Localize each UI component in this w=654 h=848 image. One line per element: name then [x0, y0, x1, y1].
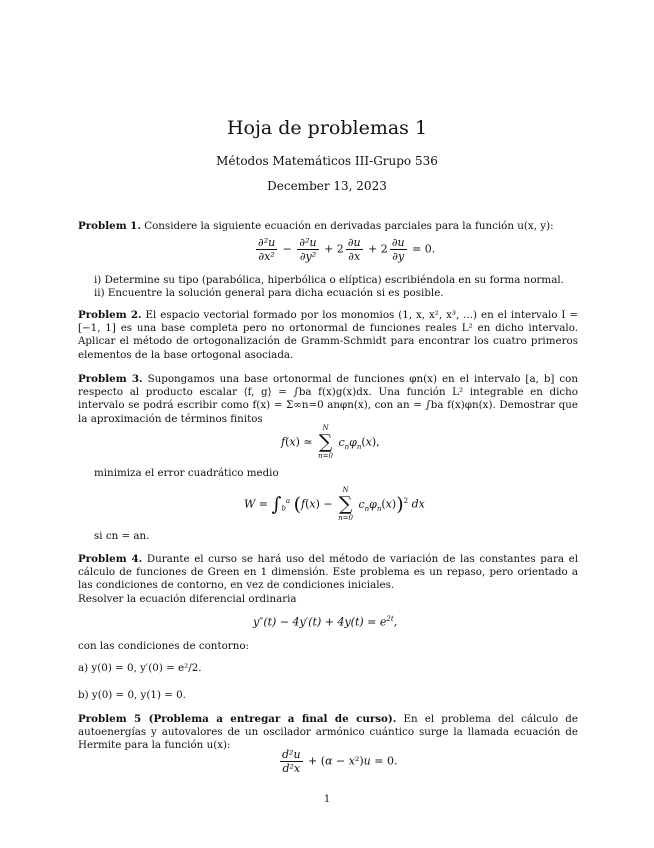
- problem-4-conditions-intro: con las condiciones de contorno:: [78, 640, 249, 652]
- page-number: 1: [323, 794, 331, 805]
- page-title: Hoja de problemas 1: [226, 117, 428, 139]
- problem-1-item-ii: ii) Encuentre la solución general para dicha ecuación si es posible.: [94, 287, 444, 299]
- problem-4-text: Durante el curso se hará uso del método de variación de las constantes para el cálculo de funciones de Green en 1 dimensión. Este problema es un repaso, pero orientado a las condiciones de contorno, en vez de condiciones iniciales.: [78, 553, 578, 592]
- problem-1-equation: $\frac{\text{∂²u}}{\text{∂x²}}$ − $\frac{\text{∂²u}}{\text{∂y²}}$ + 2 $\frac{\partial u}{\partial x}$ + 2 $\frac{\partial u}{\partial y}$ = 0.: [258, 236, 436, 263]
- problem-3-closing: si cn = an.: [94, 530, 150, 542]
- course-subtitle: Métodos Matemáticos III-Grupo 536: [216, 154, 438, 168]
- problem-5-statement: [78, 713, 578, 753]
- problem-3-equation-2: $W = \int_b^a$ (f(x) − N ∑ n=0 $c_n\varphi_n(x))^2$ dx: [244, 486, 425, 522]
- problem-1-statement: [78, 220, 578, 233]
- problem-4-condition-b: b) y(0) = 0, y(1) = 0.: [78, 689, 186, 701]
- problem-3-equation-1: f(x) ≃ N ∑ n=0 $c_n\varphi_n(x)$,: [281, 424, 380, 460]
- problem-1-text: Considere la siguiente ecuación en derivadas parciales para la función u(x, y):: [144, 220, 554, 232]
- problem-3-statement: [78, 373, 578, 426]
- problem-2-text: El espacio vectorial formado por los monomios (1, x, x², x³, ...) en el intervalo I = [−1, 1] es una base completa pero no ortonormal de funciones reales L² en dicho intervalo. Aplicar el método de ortogonalización de Gramm-Schmidt para encontrar los cuatro primeros elementos de la base ortogonal asociada.: [78, 309, 578, 361]
- problem-5-label: Problem 5 (Problema a entregar a final de curso).: [78, 713, 397, 725]
- problem-3-text: Supongamos una base ortonormal de funciones φn(x) en el intervalo [a, b] con respecto al producto escalar ⟨f, g⟩ = ∫ba f(x)g(x)dx. Una función L² integrable en dicho intervalo se podrá escribir como f(x) = Σ∞n=0 anφn(x), con an = ∫ba f(x)φn(x). Demostrar que la aproximación de términos finitos: [78, 373, 578, 425]
- problem-2-statement: [78, 309, 578, 362]
- problem-4-condition-a: a) y(0) = 0, y′(0) = e²/2.: [78, 662, 202, 674]
- problem-4-equation: $y''(t) - 4y'(t) + 4y(t) = e^{2t}$,: [253, 615, 398, 629]
- problem-4-statement: [78, 553, 578, 593]
- problem-3-middle-text: minimiza el error cuadrático medio: [94, 467, 279, 479]
- problem-2-label: Problem 2.: [78, 309, 142, 321]
- document-date: December 13, 2023: [267, 179, 387, 193]
- problem-5-equation: $\frac{\text{d²u}}{\text{d²x}}$ + (α − x²)u = 0.: [282, 748, 398, 775]
- problem-4-label: Problem 4.: [78, 553, 143, 565]
- problem-4-text-2: Resolver la ecuación diferencial ordinaria: [78, 593, 297, 605]
- problem-3-label: Problem 3.: [78, 373, 143, 385]
- problem-1-item-i: i) Determine su tipo (parabólica, hiperbólica o elíptica) escribiéndola en su forma normal.: [94, 274, 564, 286]
- problem-1-label: Problem 1.: [78, 220, 141, 232]
- problem-5-text: En el problema del cálculo de autoenergías y autovalores de un oscilador armónico cuántico surge la llamada ecuación de Hermite para la función u(x):: [78, 713, 578, 752]
